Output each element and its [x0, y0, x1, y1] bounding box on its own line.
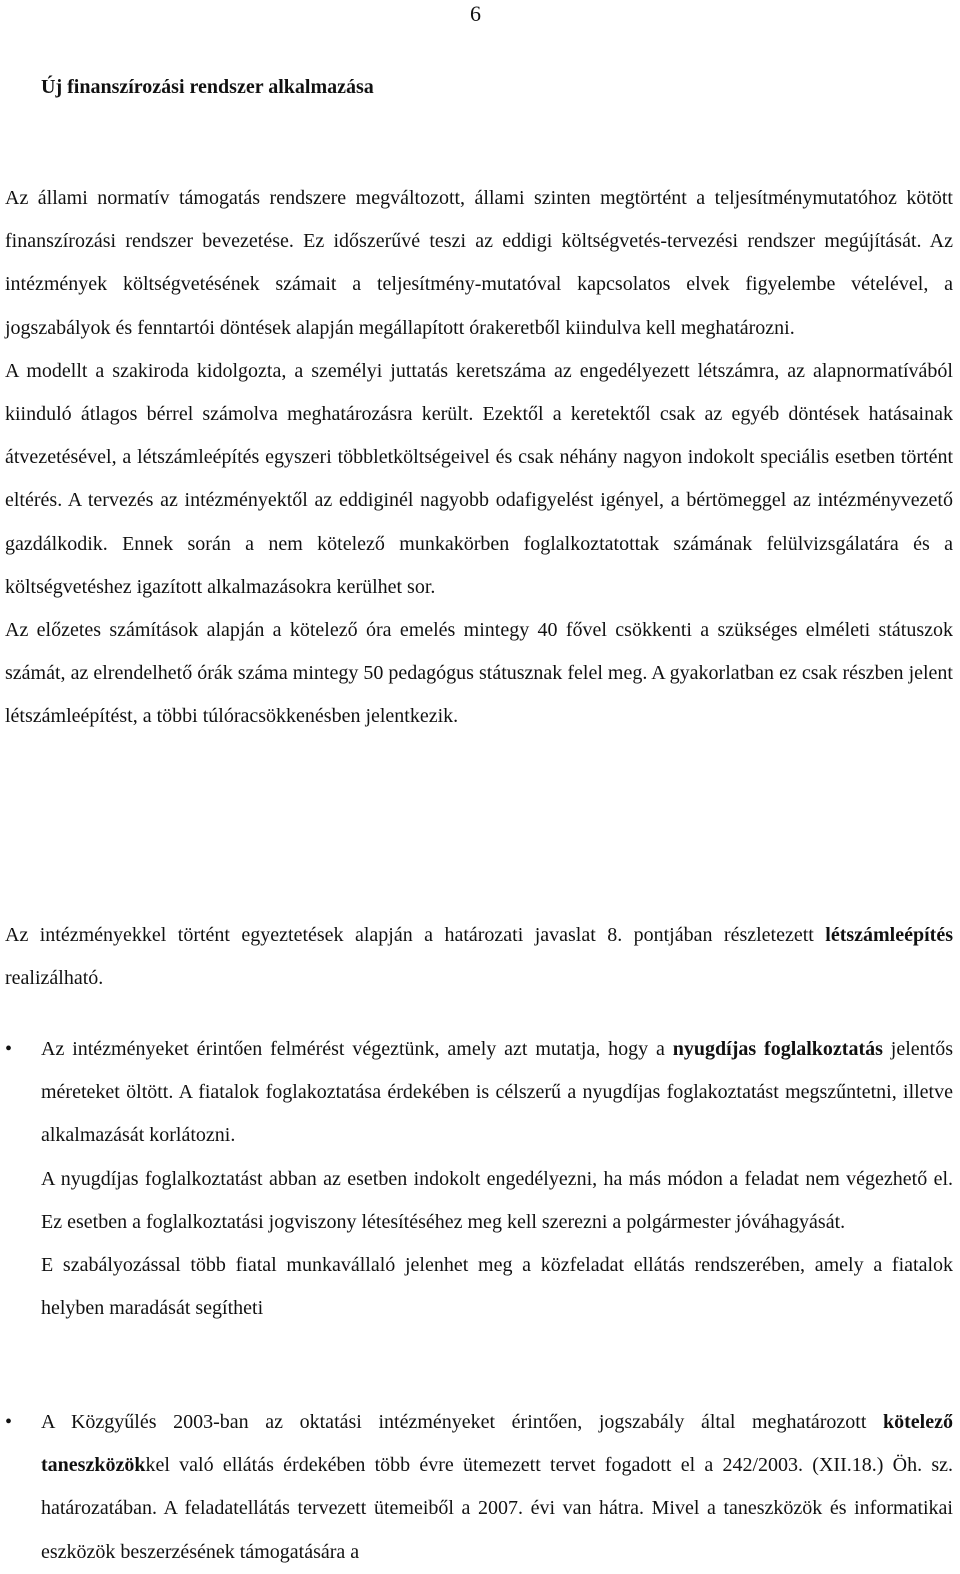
- staffing-bold-term: létszámleépítés: [825, 924, 953, 946]
- staffing-text-after: realizálható.: [5, 967, 104, 990]
- section-title: Új finanszírozási rendszer alkalmazása: [41, 76, 374, 98]
- staffing-text-before: Az intézményekkel történt egyeztetések alapján a határozati javaslat 8. pontjában részletezett: [5, 924, 826, 946]
- bullet2-text-before: A Közgyűlés 2003-ban az oktatási intézményeket érintően, jogszabály által meghatározott: [41, 1411, 884, 1433]
- intro-paragraph-1: Az állami normatív támogatás rendszere megváltozott, állami szinten megtörtént a teljesítménymutatóhoz kötött finanszírozási rendszer bevezetése. Ez időszerűvé teszi az eddigi költségvetés-tervezési rendszer megújítását. Az intézmények költségvetésének számait a teljesítmény-mutatóval kapcsolatos elvek figyelembe vételével, a jogszabályok és fenntartói döntések alapján megállapított órakeretből kiindulva kell meghatározni.: [5, 187, 953, 339]
- bullet-icon: •: [5, 1038, 13, 1060]
- intro-section: [5, 177, 953, 739]
- bullet-item-teaching-aids: [5, 1401, 953, 1574]
- bullet1-paragraph-3: E szabályozással több fiatal munkavállaló jelenhet meg a közfeladat ellátás rendszerében, amely a fiatalok helyben maradását segítheti: [41, 1254, 953, 1320]
- bullet1-text-after: jelentős méreteket öltött. A fiatalok foglakoztatása érdekében is célszerű a nyugdíjas foglakoztatást megszűntetni, illetve alkalmazását korlátozni.: [41, 1038, 953, 1147]
- bullet1-bold-term: nyugdíjas foglalkoztatás: [672, 1038, 883, 1060]
- bullet2-text-after: kel való ellátás érdekében több évre ütemezett tervet fogadott el a 242/2003. (XII.18.) Öh. sz. határozatában. A feladatellátás tervezett ütemeiből a 2007. évi van hátra. Mivel a taneszközök és informatikai eszközök beszerzésének támogatására a: [41, 1454, 953, 1563]
- intro-paragraph-3: Az előzetes számítások alapján a kötelező óra emelés mintegy 40 fővel csökkenti a szükséges elméleti státuszok számát, az elrendelhető órák száma mintegy 50 pedagógus státusznak felel meg. A gyakorlatban ez csak részben jelent létszámleépítést, a többi túlóracsökkenésben jelentkezik.: [5, 619, 953, 728]
- bullet1-paragraph-2: A nyugdíjas foglalkoztatást abban az esetben indokolt engedélyezni, ha más módon a feladat nem végezhető el. Ez esetben a foglalkoztatási jogviszony létesítéséhez meg kell szerezni a polgármester jóváhagyását.: [41, 1167, 953, 1233]
- bullet-body: [41, 1028, 953, 1330]
- bullet1-text-before: Az intézményeket érintően felmérést végeztünk, amely azt mutatja, hogy a: [41, 1038, 673, 1060]
- bullet-body: [41, 1401, 953, 1574]
- bullet-icon: •: [5, 1411, 13, 1433]
- page-number: 6: [470, 1, 481, 26]
- bullet-item-pensioner-employment: [5, 1028, 953, 1330]
- staffing-paragraph: [5, 914, 953, 1000]
- bullet2-bold-term: kötelező taneszközök: [41, 1411, 953, 1477]
- intro-paragraph-2: A modellt a szakiroda kidolgozta, a személyi juttatás keretszáma az engedélyezett létszámra, az alapnormatívából kiinduló átlagos bérrel számolva meghatározásra került. Ezektől a keretektől csak az egyéb döntések hatásainak átvezetésével, a létszámleépítés egyszeri többletköltségeivel és csak néhány nagyon indokolt speciális esetben történt eltérés. A tervezés az intézményektől az eddiginél nagyobb odafigyelést igényel, a bértömeggel az intézményvezető gazdálkodik. Ennek során a nem kötelező munkakörben foglalkoztatottak számának felülvizsgálatára és a költségvetéshez igazított alkalmazásokra kerülhet sor.: [5, 359, 953, 598]
